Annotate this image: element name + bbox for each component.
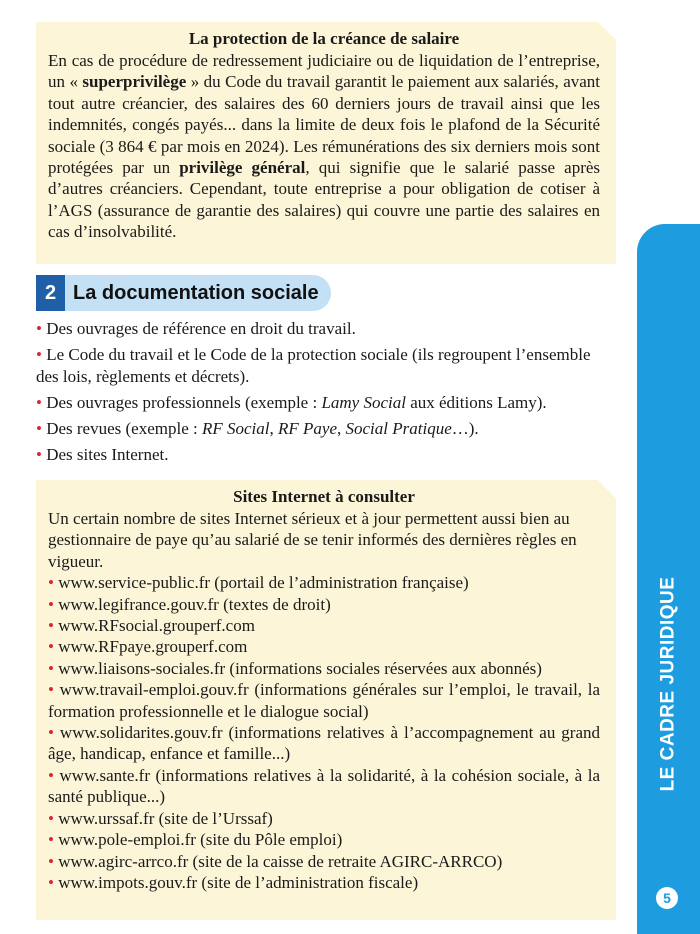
- websites-box: [36, 480, 616, 920]
- bullet-icon: •: [48, 680, 54, 700]
- documentation-list: [36, 318, 616, 470]
- bullet-icon: •: [48, 830, 54, 850]
- website-item: [48, 658, 600, 679]
- list-item: [36, 344, 616, 388]
- bullet-icon: •: [36, 445, 42, 464]
- list-item: [36, 392, 616, 414]
- bullet-icon: •: [48, 658, 54, 678]
- website-text: www.urssaf.fr (site de l’Urssaf): [58, 808, 273, 828]
- website-item: [48, 722, 600, 765]
- box-title: La protection de la créance de salaire: [188, 29, 460, 48]
- list-item: [36, 444, 616, 466]
- website-text: www.liaisons-sociales.fr (informations sociales réservées aux abonnés): [58, 658, 542, 678]
- website-text: www.RFsocial.grouperf.com: [58, 616, 255, 636]
- website-text: www.solidarites.gouv.fr (informations relatives à l’accompagnement au grand âge, handicap, enfance et famille...): [48, 723, 600, 764]
- list-item: [36, 418, 616, 440]
- box-title: Sites Internet à consulter: [233, 487, 415, 506]
- website-item: [48, 679, 600, 722]
- bullet-icon: •: [48, 872, 54, 892]
- page-number: 5: [656, 887, 678, 909]
- website-text: www.pole-emploi.fr (site du Pôle emploi): [58, 830, 343, 850]
- bullet-icon: •: [48, 723, 54, 743]
- list-item-text: Des revues (exemple :: [46, 419, 202, 438]
- website-text: www.agirc-arrco.fr (site de la caisse de retraite AGIRC-ARRCO): [58, 851, 503, 871]
- bullet-icon: •: [48, 573, 54, 593]
- text-run: » du Code du travail garantit le paiement aux salariés, avant tout autre créancier, des salaires des 60 derniers jours de travail ainsi que les indemnités, congés payés... dans la limite de deux fois le plafond de la Sécurité sociale (3 864 € par mois en 2024). Les rémunérations des six derniers mois sont protégées par un: [48, 72, 601, 178]
- bullet-icon: •: [48, 765, 54, 785]
- separator: ,: [337, 419, 346, 438]
- salary-protection-box: [36, 22, 616, 264]
- bullet-icon: •: [48, 808, 54, 828]
- text-run: , qui signifie que le salarié passe après d’autres créanciers. Cependant, toute entreprise a pour obligation de cotiser à l’AGS (assurance de garantie des salaires) qui couvre une partie des salaires en cas d’insolvabilité.: [48, 158, 601, 242]
- website-item: [48, 765, 600, 808]
- bullet-icon: •: [48, 637, 54, 657]
- list-item-text: Des ouvrages professionnels (exemple :: [46, 393, 322, 412]
- website-item: [48, 594, 600, 615]
- bullet-icon: •: [36, 345, 42, 364]
- website-item: [48, 829, 600, 850]
- website-list: [48, 572, 600, 893]
- italic-title: RF Social: [201, 419, 270, 438]
- website-text: www.legifrance.gouv.fr (textes de droit): [58, 594, 331, 614]
- list-item-text: Des ouvrages de référence en droit du travail.: [46, 319, 356, 338]
- bold-term: superprivilège: [82, 72, 187, 92]
- bullet-icon: •: [36, 319, 42, 338]
- list-item-text: Des sites Internet.: [46, 445, 169, 464]
- italic-title: RF Paye: [278, 419, 337, 438]
- website-item: [48, 851, 600, 872]
- website-item: [48, 636, 600, 657]
- box-intro: Un certain nombre de sites Internet sérieux et à jour permettent aussi bien au gestionnaire de paye qu’au salarié de se tenir informés des dernières règles en vigueur.: [48, 509, 577, 571]
- website-item: [48, 572, 600, 593]
- section-heading: [36, 275, 331, 311]
- website-text: www.RFpaye.grouperf.com: [58, 637, 248, 657]
- section-title: La documentation sociale: [65, 275, 331, 311]
- website-text: www.sante.fr (informations relatives à la solidarité, à la cohésion sociale, à la santé publique...): [48, 765, 601, 807]
- separator: ,: [269, 419, 278, 438]
- chapter-tab-label-wrap: [637, 224, 700, 834]
- bullet-icon: •: [48, 616, 54, 636]
- bold-term: privilège général: [179, 158, 306, 178]
- italic-title: Social Pratique: [345, 419, 452, 438]
- website-item: [48, 808, 600, 829]
- box-paragraph: [48, 50, 600, 243]
- list-item-text: aux éditions Lamy).: [405, 393, 547, 412]
- list-item-text: Le Code du travail et le Code de la protection sociale (ils regroupent l’ensemble des lois, règlements et décrets).: [36, 345, 591, 386]
- list-item-text: …).: [451, 419, 479, 438]
- website-text: www.service-public.fr (portail de l’administration française): [58, 573, 469, 593]
- list-item: [36, 318, 616, 340]
- chapter-tab-label: LE CADRE JURIDIQUE: [657, 576, 679, 792]
- website-text: www.impots.gouv.fr (site de l’administration fiscale): [58, 872, 419, 892]
- bullet-icon: •: [36, 393, 42, 412]
- bullet-icon: •: [48, 851, 54, 871]
- website-item: [48, 872, 600, 893]
- text-run: En cas de procédure de redressement judiciaire ou de liquidation de l’entreprise, un «: [48, 51, 600, 92]
- website-item: [48, 615, 600, 636]
- section-number: 2: [36, 275, 65, 311]
- bullet-icon: •: [36, 419, 42, 438]
- bullet-icon: •: [48, 594, 54, 614]
- website-text: www.travail-emploi.gouv.fr (informations générales sur l’emploi, le travail, la formation professionnelle et le dialogue social): [48, 680, 600, 721]
- italic-title: Lamy Social: [321, 393, 406, 412]
